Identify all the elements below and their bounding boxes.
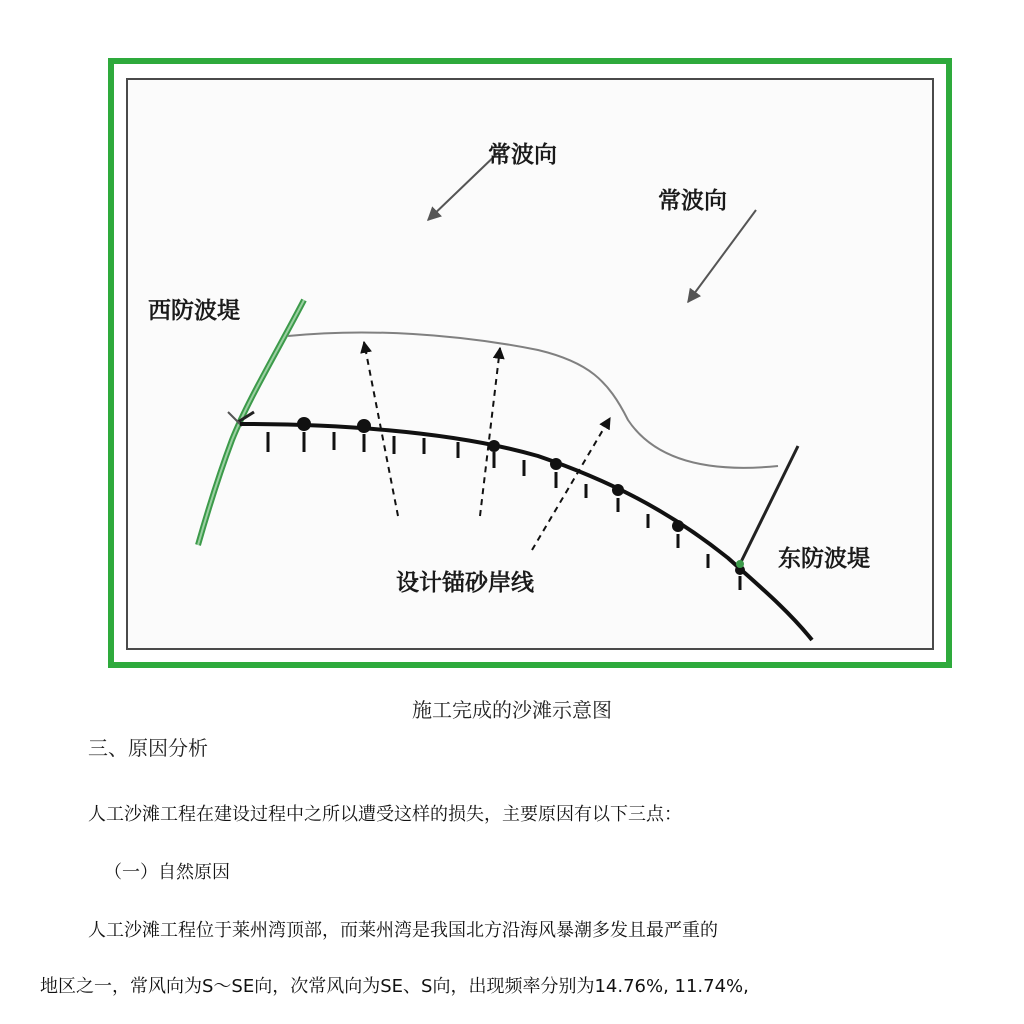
design-shoreline-curve [288, 332, 778, 467]
wave-direction-label-1: 常波向 [488, 142, 557, 168]
east-breakwater-label: 东防波堤 [778, 546, 870, 572]
east-breakwater-marker [736, 560, 744, 568]
figure-caption: 施工完成的沙滩示意图 [412, 698, 612, 722]
revetment-line [240, 424, 812, 640]
wave-direction-arrow-2 [688, 210, 756, 302]
design-shoreline-label: 设计锚砂岸线 [396, 570, 534, 596]
paragraph-line-2: 地区之一，常风向为S～SE向，次常风向为SE、S向，出现频率分别为14.76%, 11.74%, [40, 976, 749, 997]
beach-schematic-diagram [126, 78, 934, 650]
intro-paragraph: 人工沙滩工程在建设过程中之所以遭受这样的损失，主要原因有以下三点： [88, 804, 682, 825]
wave-direction-label-2: 常波向 [658, 188, 727, 214]
shoreline-pointer-arrows [364, 342, 610, 550]
paragraph-line-1: 人工沙滩工程位于莱州湾顶部，而莱州湾是我国北方沿海风暴潮多发且最严重的 [88, 920, 718, 941]
section-heading: 三、原因分析 [88, 736, 208, 760]
figure-frame [108, 58, 952, 668]
west-breakwater-label: 西防波堤 [148, 298, 240, 324]
subheading-natural-causes: （一）自然原因 [104, 862, 230, 883]
